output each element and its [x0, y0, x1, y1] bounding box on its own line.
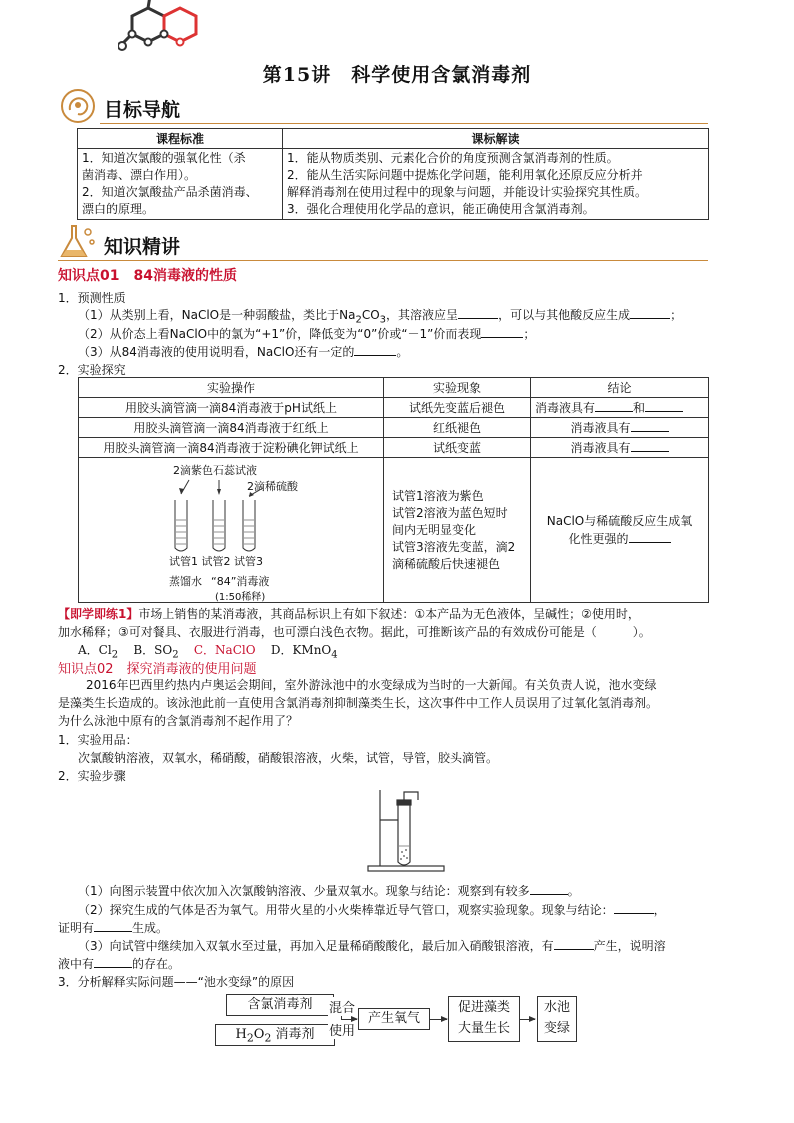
kp1-heading-predict: 1．预测性质 [58, 291, 126, 305]
flow-arrow [519, 1019, 535, 1020]
answer-blank[interactable] [630, 307, 670, 319]
step-text: 产生，说明溶 [593, 939, 666, 953]
answer-blank[interactable] [481, 326, 523, 338]
flow-produce-oxygen: 产生氧气 [358, 1008, 430, 1030]
kp1-q3-text: （3）从84消毒液的使用说明看，NaClO还有一定的 [78, 345, 355, 359]
sub: 2 [264, 1031, 272, 1045]
flow-promote-algae [448, 996, 520, 1042]
goals-standard-line: 漂白的原理。 [82, 202, 155, 216]
kp2-items: 次氯酸钠溶液，双氧水，稀硝酸，硝酸银溶液，火柴，试管，导管，胶头滴管。 [78, 751, 499, 765]
option-text: B．SO [133, 643, 173, 657]
answer-blank[interactable] [629, 531, 671, 543]
answer-blank[interactable] [614, 902, 654, 914]
exp-figure-cell [79, 458, 384, 603]
exp-conclusion-cell [531, 418, 709, 438]
flask-icon [58, 222, 98, 262]
goals-header-standard: 课程标准 [78, 129, 283, 149]
flow-h2o2-disinfectant [215, 1024, 335, 1046]
kp2-title: 知识点02 探究消毒液的使用问题 [58, 662, 257, 677]
answer-blank[interactable] [94, 920, 132, 932]
test-tubes-figure [167, 474, 277, 554]
kp1-q2-text: ； [523, 327, 536, 341]
step-text: ， [653, 903, 666, 917]
practice-text: 市场上销售的某消毒液，其商品标识上有如下叙述：①本产品为无色液体，呈碱性；②使用时， [138, 607, 640, 621]
phenomenon-line: 间内无明显变化 [392, 522, 477, 537]
exp-cell-text: 消毒液具有 [570, 421, 631, 435]
kp2-step-1 [78, 882, 580, 899]
phenomenon-line: 试管2溶液为蓝色短时 [392, 505, 508, 520]
kp1-q1-text: （1）从类别上看，NaClO是一种弱酸盐，类比于Na [78, 308, 356, 322]
sub: 4 [331, 649, 338, 661]
kp1-q1-text: ，其溶液应呈 [386, 308, 459, 322]
kp2-heading-steps: 2．实验步骤 [58, 769, 126, 783]
exp-cell-text: 和 [633, 401, 646, 415]
kp2-intro-1: 2016年巴西里约热内卢奥运会期间，室外游泳池中的水变绿成为当时的一大新闻。有关负责人说，池水变绿 [86, 678, 657, 692]
goals-standard-line: 1．知道次氯酸的强氧化性（杀 [82, 151, 246, 165]
kp1-q1-text: ； [670, 308, 683, 322]
flow-arrow [341, 1019, 357, 1020]
kp2-step-2b [58, 919, 168, 936]
goals-interpretation-line: 解释消毒剂在使用过程中的现象与问题，并能设计实验探究其性质。 [287, 185, 648, 199]
fig-label-liquid: “84”消毒液 [211, 575, 270, 588]
kp2-heading-items: 1．实验用品： [58, 733, 138, 747]
kp1-q3-text: 。 [396, 345, 409, 359]
answer-blank[interactable] [645, 400, 683, 412]
page-title: 第15讲 科学使用含氯消毒剂 [262, 64, 532, 86]
answer-blank[interactable] [631, 420, 669, 432]
option-text: C．NaClO [193, 643, 256, 657]
exp-cell: 用胶头滴管滴一滴84消毒液于淀粉碘化钾试纸上 [79, 438, 384, 458]
kp2-heading-analysis: 3．分析解释实际问题——“池水变绿”的原因 [58, 975, 295, 989]
step-text: 液中有 [58, 957, 95, 971]
step-text: 证明有 [58, 921, 95, 935]
sub: 2 [355, 314, 362, 326]
option-c[interactable] [194, 643, 256, 657]
goals-standard-line: 菌消毒、漂白作用）。 [82, 168, 197, 182]
flow-text: O [253, 1027, 265, 1042]
fig-label-water: 蒸馏水 [169, 575, 202, 588]
answer-blank[interactable] [530, 883, 568, 895]
kp1-q1-text: CO [361, 308, 380, 322]
kp1-q3 [78, 343, 408, 360]
exp-cell: 红纸褪色 [384, 418, 531, 438]
kp1-q2-text: （2）从价态上看NaClO中的氯为“+1”价，降低变为“0”价或“－1”价而表现 [78, 327, 482, 341]
kp1-q1-text: ，可以与其他酸反应生成 [498, 308, 631, 322]
exp-figure-phenomena [384, 458, 531, 603]
exp-conclusion-cell [531, 398, 709, 418]
section-divider [58, 260, 708, 261]
step-text: （1）向图示装置中依次加入次氯酸钠溶液、少量双氧水。现象与结论：观察到有较多 [78, 884, 530, 898]
phenomenon-line: 试管3溶液先变蓝，滴2 [392, 539, 516, 554]
flow-arrow [429, 1019, 447, 1020]
fig-label-acid: 2滴稀硫酸 [247, 480, 298, 493]
fig-label-tubes: 试管1 试管2 试管3 [169, 555, 263, 568]
phenomenon-line: 滴稀硫酸后快速褪色 [392, 556, 501, 571]
kp1-q2 [78, 325, 535, 342]
kp2-intro-3: 为什么泳池中原有的含氯消毒剂不起作用了？ [58, 714, 299, 728]
experiment-table [78, 377, 709, 603]
exp-cell-text: 消毒液具有 [570, 441, 631, 455]
practice-line-2: 加水稀释；③可对餐具、衣服进行消毒，也可漂白浅色衣物。据此，可推断该产品的有效成份可能是（ ）。 [58, 625, 651, 639]
exp-header-phenomenon: 实验现象 [384, 378, 531, 398]
exp-cell: 试纸变蓝 [384, 438, 531, 458]
exp-header-conclusion: 结论 [531, 378, 709, 398]
step-text: 的存在。 [132, 957, 181, 971]
exp-header-operation: 实验操作 [79, 378, 384, 398]
option-a[interactable] [78, 643, 119, 661]
section-target-nav: 目标导航 [104, 99, 181, 121]
step-text: （3）向试管中继续加入双氧水至过量，再加入足量稀硝酸酸化，最后加入硝酸银溶液，有 [78, 939, 554, 953]
flow-text: 消毒剂 [271, 1027, 315, 1042]
conclusion-line: NaClO与稀硫酸反应生成氧 [546, 514, 693, 528]
molecule-logo-icon [118, 0, 200, 62]
flow-water-green [537, 996, 577, 1042]
fig-label-litmus: 2滴紫色石蕊试液 [173, 464, 257, 477]
sub: 2 [111, 649, 119, 661]
flow-text: 变绿 [543, 1021, 570, 1036]
flow-text: 水池 [543, 1000, 570, 1015]
exp-figure-conclusion [531, 458, 709, 603]
kp1-title: 知识点01 84消毒液的性质 [58, 268, 237, 284]
apparatus-figure [362, 786, 452, 874]
goals-interpretation-cell [283, 149, 709, 220]
sub: 2 [172, 649, 179, 661]
goals-interpretation-line: 2．能从生活实际问题中提炼化学问题，能利用氧化还原反应分析并 [287, 168, 643, 182]
goals-standard-cell [78, 149, 283, 220]
kp2-step-2 [78, 901, 666, 918]
sub: 3 [379, 314, 387, 326]
fig-label-ratio: (1:50稀释) [215, 592, 266, 603]
section-knowledge: 知识精讲 [104, 236, 181, 258]
goals-table [77, 128, 709, 220]
flow-chlorine-disinfectant: 含氯消毒剂 [226, 994, 334, 1016]
flow-mix-label-1: 混合 [328, 997, 356, 1016]
conclusion-line [535, 530, 704, 548]
kp1-q1 [78, 306, 682, 325]
option-text: A．Cl [78, 643, 112, 657]
practice-tag: 【即学即练1】 [58, 607, 139, 621]
step-text: 。 [567, 884, 580, 898]
flow-text: H [235, 1027, 247, 1042]
kp2-step-3b [58, 955, 180, 972]
flow-text: 促进藻类 [457, 1000, 510, 1015]
exp-conclusion-cell [531, 438, 709, 458]
goals-interpretation-line: 3．强化合理使用化学品的意识，能正确使用含氯消毒剂。 [287, 202, 595, 216]
sub: 2 [246, 1031, 254, 1045]
exp-cell-text: 消毒液具有 [535, 401, 596, 415]
flow-text: 大量生长 [457, 1021, 510, 1036]
step-text: （2）探究生成的气体是否为氧气。用带火星的小火柴棒靠近导气管口，观察实验现象。现象与结论： [78, 903, 614, 917]
option-d[interactable] [270, 643, 338, 661]
kp2-intro-2: 是藻类生长造成的。该泳池此前一直使用含氯消毒剂抑制藻类生长，这次事件中工作人员误用了过氧化氢消毒剂。 [58, 696, 659, 710]
step-text: 生成。 [132, 921, 169, 935]
answer-blank[interactable] [354, 344, 396, 356]
answer-blank[interactable] [631, 440, 669, 452]
answer-blank[interactable] [458, 307, 498, 319]
answer-blank[interactable] [595, 400, 633, 412]
answer-blank[interactable] [554, 938, 594, 950]
kp2-step-3 [78, 937, 666, 954]
practice-line-1 [58, 605, 640, 622]
section-divider [100, 123, 708, 124]
conclusion-text: 化性更强的 [568, 532, 629, 546]
target-brain-icon [60, 88, 96, 124]
kp1-heading-experiment: 2．实验探究 [58, 363, 126, 377]
exp-cell: 用胶头滴管滴一滴84消毒液于红纸上 [79, 418, 384, 438]
option-b[interactable] [133, 643, 179, 661]
flow-mix-label-2: 使用 [328, 1020, 356, 1039]
goals-interpretation-line: 1．能从物质类别、元素化合价的角度预测含氯消毒剂的性质。 [287, 151, 619, 165]
option-text: D．KMnO [270, 643, 332, 657]
answer-blank[interactable] [94, 956, 132, 968]
goals-header-interpretation: 课标解读 [283, 129, 709, 149]
exp-cell: 试纸先变蓝后褪色 [384, 398, 531, 418]
exp-cell: 用胶头滴管滴一滴84消毒液于pH试纸上 [79, 398, 384, 418]
goals-standard-line: 2．知道次氯酸盐产品杀菌消毒、 [82, 185, 258, 199]
phenomenon-line: 试管1溶液为紫色 [392, 488, 484, 503]
